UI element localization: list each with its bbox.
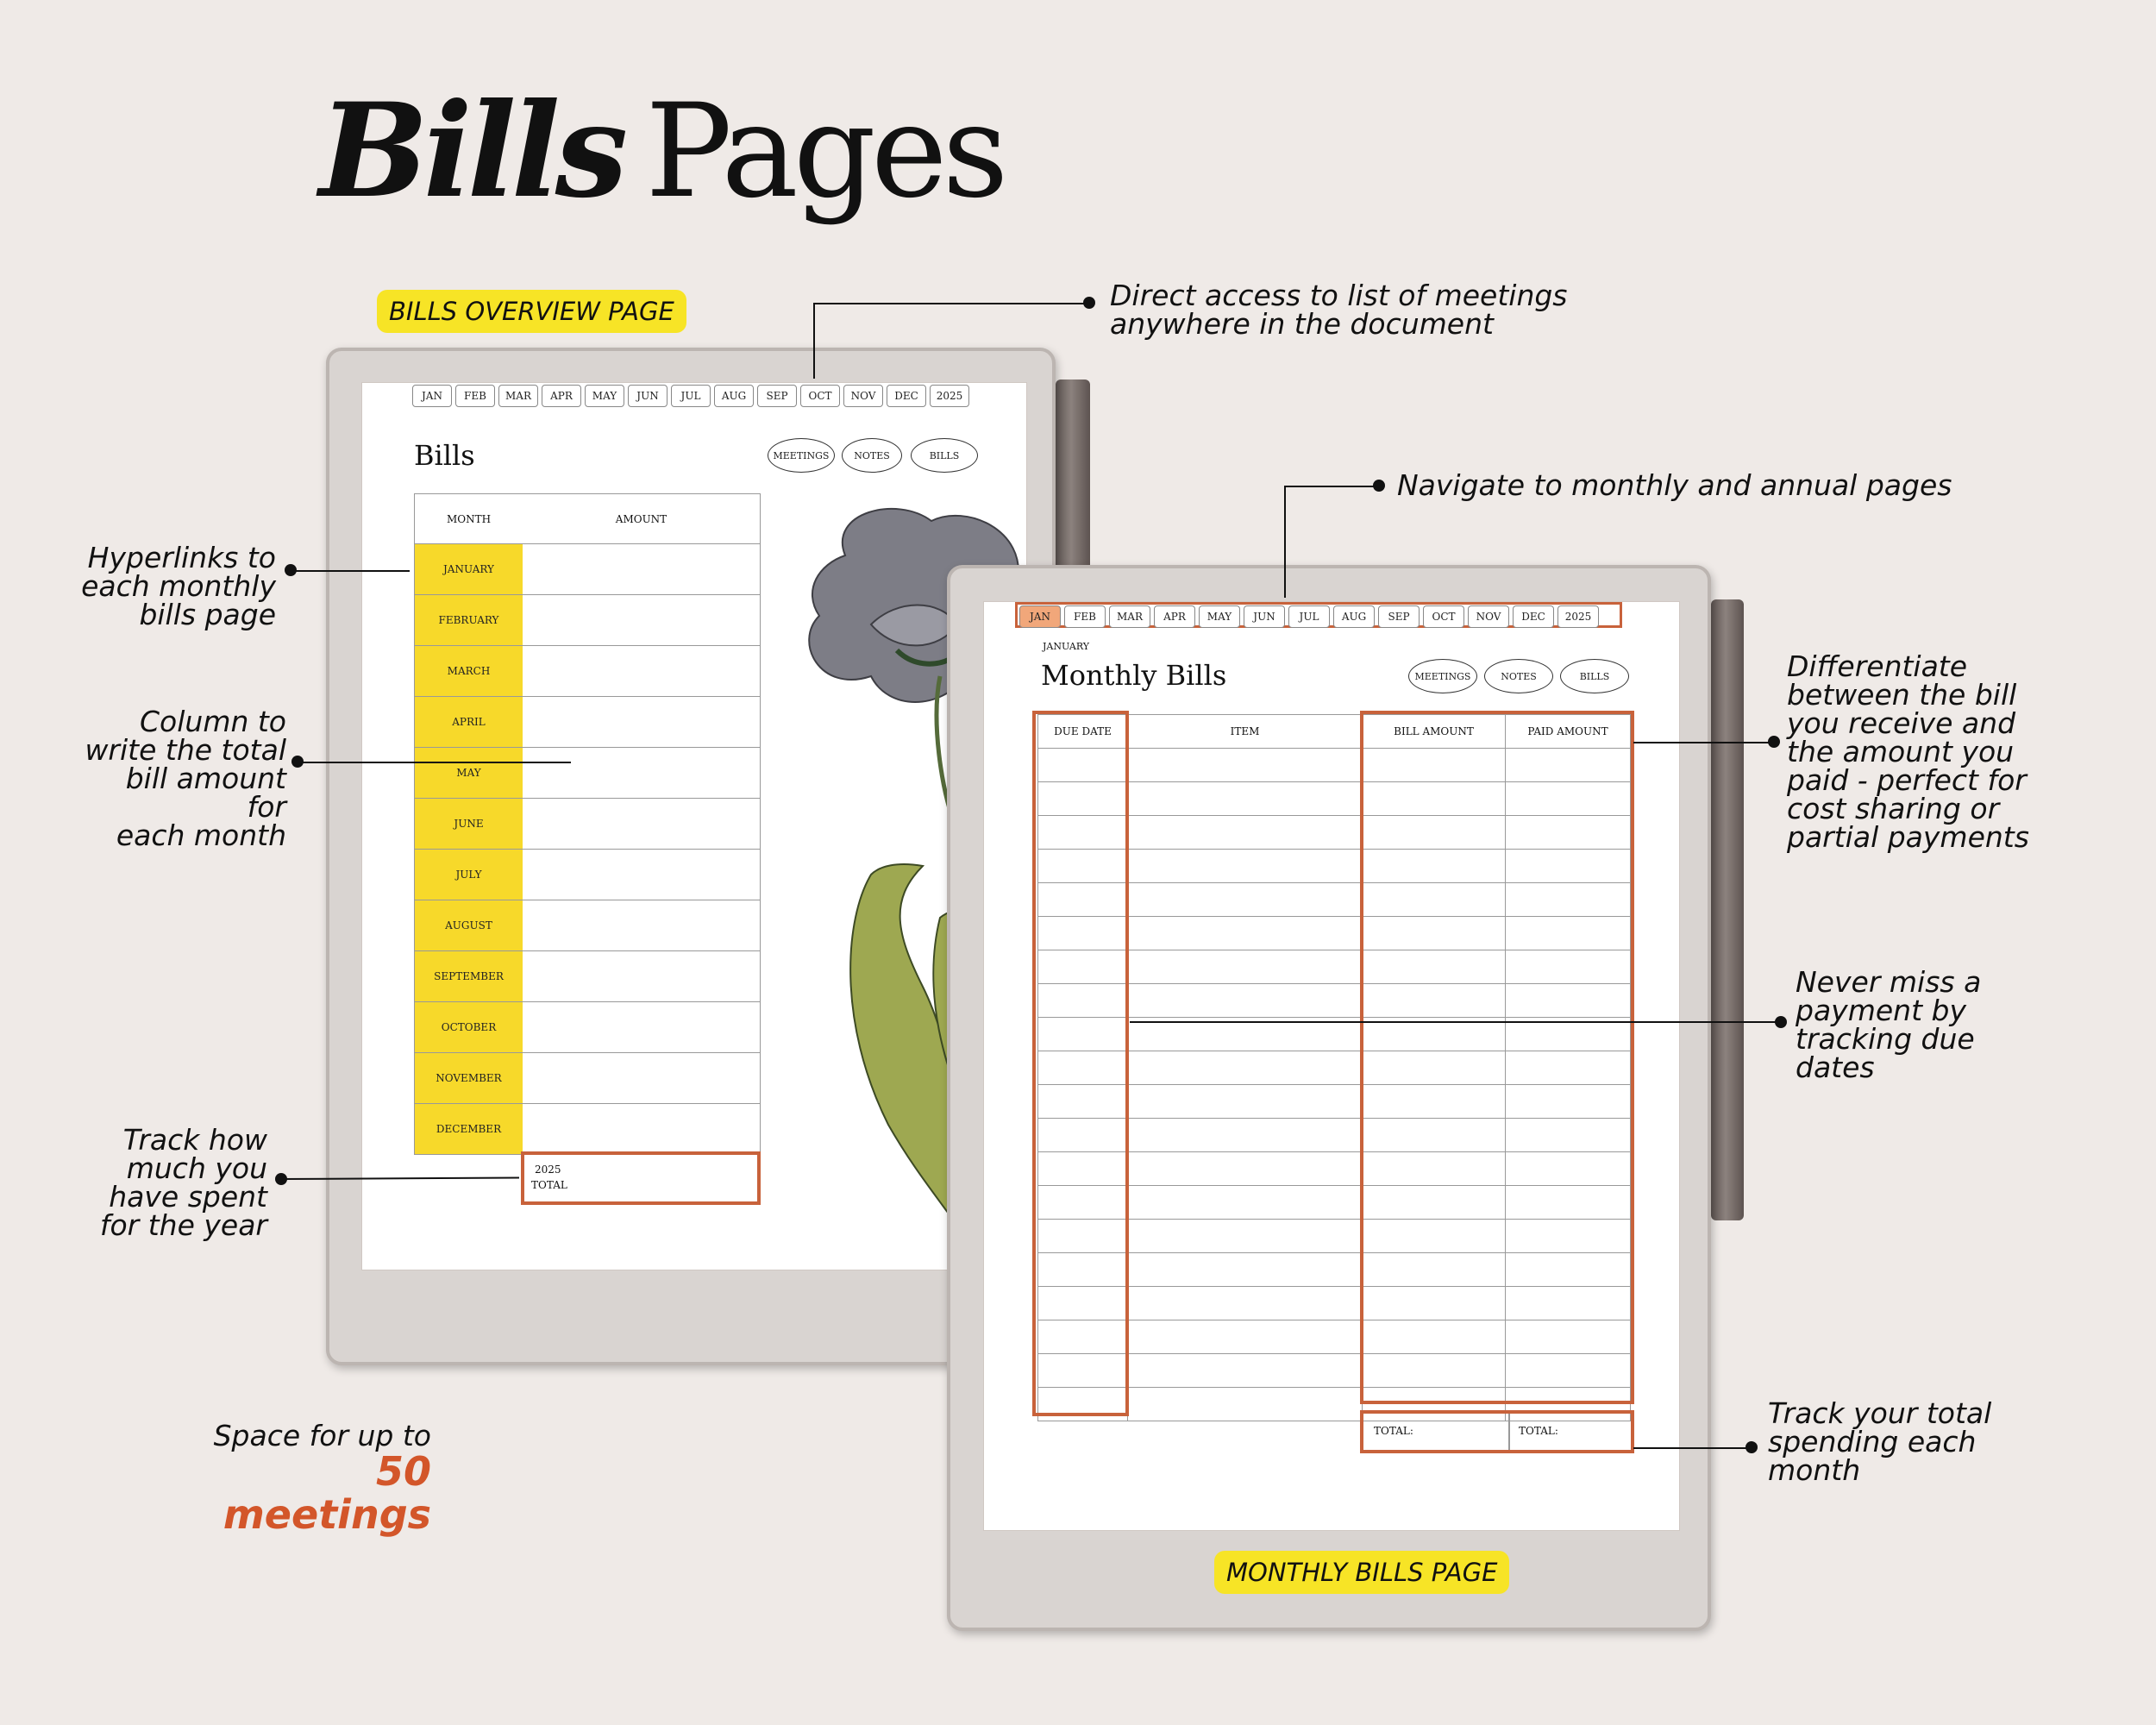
annotation-differentiate (1787, 649, 2071, 854)
overview-tab-feb[interactable]: FEB (455, 385, 495, 407)
monthly-heading: Monthly Bills (1041, 659, 1227, 692)
amounts-highlight (1360, 711, 1634, 1404)
month-amount-cell[interactable] (523, 697, 760, 747)
month-link-april[interactable]: APRIL (415, 697, 523, 747)
month-link-february[interactable]: FEBRUARY (415, 595, 523, 645)
annotation-track-year (78, 1123, 267, 1242)
monthly-tab-jun[interactable]: JUN (1244, 605, 1285, 628)
annotation-line: each month (116, 819, 286, 852)
item-cell[interactable] (1128, 1354, 1363, 1387)
monthly-tab-dec[interactable]: DEC (1513, 605, 1554, 628)
month-amount-cell[interactable] (523, 544, 760, 594)
connector-line (1130, 1021, 1777, 1023)
item-cell[interactable] (1128, 1051, 1363, 1084)
item-cell[interactable] (1128, 749, 1363, 781)
monthly-month-tabs (1019, 605, 1599, 628)
month-link-january[interactable]: JANUARY (415, 544, 523, 594)
stylus-right (1711, 599, 1744, 1220)
annotation-line: the amount you (1787, 735, 2015, 768)
annotation-line: Column to (140, 705, 286, 738)
month-row (415, 1053, 760, 1104)
monthly-tab-may[interactable]: MAY (1199, 605, 1240, 628)
annotation-line: anywhere in the document (1110, 307, 1494, 341)
monthly-tab-sep[interactable]: SEP (1378, 605, 1420, 628)
overview-month-tabs (412, 385, 969, 407)
connector-line (1633, 742, 1771, 743)
month-link-july[interactable]: JULY (415, 850, 523, 900)
month-row (415, 1104, 760, 1155)
nav-meetings-button[interactable]: MEETINGS (768, 438, 835, 473)
month-link-march[interactable]: MARCH (415, 646, 523, 696)
overview-heading: Bills (414, 439, 475, 472)
monthly-tab-oct[interactable]: OCT (1423, 605, 1464, 628)
monthly-nav-meetings-button[interactable]: MEETINGS (1408, 659, 1477, 693)
month-link-june[interactable]: JUNE (415, 799, 523, 849)
annotation-line: spending each (1768, 1425, 1977, 1458)
month-row (415, 900, 760, 951)
annotation-line: Hyperlinks to (87, 541, 276, 574)
item-cell[interactable] (1128, 1152, 1363, 1185)
month-row (415, 951, 760, 1002)
annotation-line: Track how (122, 1123, 267, 1157)
month-amount-cell[interactable] (523, 850, 760, 900)
due-date-highlight (1032, 711, 1129, 1416)
annotation-hyperlinks (78, 543, 276, 629)
annotation-line: paid - perfect for (1787, 763, 2027, 797)
month-link-november[interactable]: NOVEMBER (415, 1053, 523, 1103)
year-total-box[interactable] (521, 1151, 761, 1205)
month-row (415, 544, 760, 595)
overview-tab-apr[interactable]: APR (542, 385, 581, 407)
overview-tab-sep[interactable]: SEP (757, 385, 797, 407)
annotation-column (78, 707, 286, 850)
monthly-tab-jan[interactable]: JAN (1019, 605, 1061, 628)
col-amount-header: AMOUNT (615, 512, 667, 525)
month-row (415, 748, 760, 799)
month-link-may[interactable]: MAY (415, 748, 523, 798)
month-amount-cell[interactable] (523, 1053, 760, 1103)
overview-table (414, 493, 761, 1155)
annotation-line: month (1768, 1453, 1861, 1487)
connector-line (1633, 1447, 1751, 1449)
overview-tab-jun[interactable]: JUN (628, 385, 667, 407)
item-cell[interactable] (1128, 782, 1363, 815)
item-cell[interactable] (1128, 1287, 1363, 1320)
item-cell[interactable] (1128, 984, 1363, 1017)
overview-screen (361, 382, 1027, 1270)
month-row (415, 595, 760, 646)
month-amount-cell[interactable] (523, 1002, 760, 1052)
overview-tab-dec[interactable]: DEC (887, 385, 926, 407)
monthly-month-label: JANUARY (1043, 641, 1090, 652)
annotation-line: dates (1796, 1051, 1875, 1084)
annotation-line: have spent (109, 1180, 267, 1214)
month-amount-cell[interactable] (523, 799, 760, 849)
connector-line (813, 303, 815, 379)
annotation-line: between the bill (1787, 678, 2017, 712)
col-paid-header: PAID AMOUNT (1506, 715, 1631, 748)
monthly-tab-jul[interactable]: JUL (1288, 605, 1330, 628)
month-rows (415, 544, 760, 1155)
month-link-september[interactable]: SEPTEMBER (415, 951, 523, 1001)
connector-line (813, 303, 1089, 304)
annotation-navigate (1397, 468, 1952, 502)
connector-line (291, 570, 410, 572)
nav-bills-button[interactable]: BILLS (911, 438, 978, 473)
item-cell[interactable] (1128, 850, 1363, 882)
item-cell[interactable] (1128, 1085, 1363, 1118)
monthly-tab-feb[interactable]: FEB (1064, 605, 1106, 628)
overview-tab-2025[interactable]: 2025 (930, 385, 969, 407)
annotation-line: cost sharing or (1787, 792, 2000, 825)
monthly-tab-nov[interactable]: NOV (1468, 605, 1509, 628)
item-cell[interactable] (1128, 1253, 1363, 1286)
month-link-december[interactable]: DECEMBER (415, 1104, 523, 1154)
annotation-space (172, 1421, 431, 1536)
month-row (415, 799, 760, 850)
item-cell[interactable] (1128, 1320, 1363, 1353)
connector-line (1284, 486, 1286, 598)
month-amount-cell[interactable] (523, 1104, 760, 1154)
annotation-line: you receive and (1787, 706, 2016, 740)
annotation-line: Direct access to list of meetings (1110, 279, 1568, 312)
annotation-line: Space for up to (213, 1419, 431, 1452)
connector-line (1284, 486, 1379, 487)
annotation-track-total (1768, 1396, 1992, 1487)
monthly-totals-box (1360, 1410, 1634, 1453)
monthly-tabs-frame (1015, 602, 1622, 628)
bills-overview-label: BILLS OVERVIEW PAGE (377, 290, 686, 333)
connector-line (298, 762, 571, 763)
overview-tab-jul[interactable]: JUL (671, 385, 711, 407)
col-item-header: ITEM (1128, 715, 1363, 748)
annotation-line: tracking due (1796, 1022, 1975, 1056)
page-title (319, 75, 1004, 227)
connector-dot (1745, 1441, 1758, 1453)
month-row (415, 646, 760, 697)
totals-divider (1508, 1414, 1510, 1450)
item-cell[interactable] (1128, 816, 1363, 849)
col-month-header: MONTH (446, 512, 492, 525)
month-link-october[interactable]: OCTOBER (415, 1002, 523, 1052)
overview-tab-aug[interactable]: AUG (714, 385, 754, 407)
annotation-line: Differentiate (1787, 649, 1968, 683)
item-cell[interactable] (1128, 1220, 1363, 1252)
monthly-nav-bills-button[interactable]: BILLS (1560, 659, 1629, 693)
month-amount-cell[interactable] (523, 951, 760, 1001)
total-year: 2025 (535, 1164, 561, 1176)
annotation-line: for the year (99, 1208, 267, 1242)
overview-tab-mar[interactable]: MAR (498, 385, 538, 407)
monthly-nav-notes-button[interactable]: NOTES (1484, 659, 1553, 693)
annotation-never-miss (1796, 965, 1994, 1084)
connector-dot (1768, 736, 1780, 748)
annotation-line: each monthly (81, 569, 276, 603)
item-cell[interactable] (1128, 1186, 1363, 1219)
item-cell[interactable] (1128, 950, 1363, 983)
monthly-bills-label: MONTHLY BILLS PAGE (1214, 1551, 1509, 1594)
connector-dot (1373, 480, 1385, 492)
month-row (415, 697, 760, 748)
monthly-tab-mar[interactable]: MAR (1109, 605, 1150, 628)
connector-dot (1775, 1016, 1787, 1028)
monthly-tab-apr[interactable]: APR (1154, 605, 1195, 628)
month-amount-cell[interactable] (523, 748, 760, 798)
month-amount-cell[interactable] (523, 595, 760, 645)
nav-notes-button[interactable]: NOTES (842, 438, 902, 473)
item-cell[interactable] (1128, 917, 1363, 950)
col-bill-header: BILL AMOUNT (1363, 715, 1506, 748)
annotation-line: Navigate to monthly and annual pages (1397, 468, 1952, 502)
meetings-count: 50 meetings (222, 1448, 431, 1538)
month-amount-cell[interactable] (523, 900, 760, 950)
item-cell[interactable] (1128, 1119, 1363, 1151)
month-row (415, 850, 760, 900)
annotation-line: partial payments (1787, 820, 2029, 854)
title-bold: Bills (319, 75, 624, 227)
tablet-monthly (947, 565, 1711, 1631)
paid-total[interactable]: TOTAL: (1519, 1425, 1558, 1437)
monthly-tab-2025[interactable]: 2025 (1557, 605, 1599, 628)
annotation-line: much you (126, 1151, 267, 1185)
annotation-line: bills page (139, 598, 276, 631)
item-cell[interactable] (1128, 883, 1363, 916)
bill-total[interactable]: TOTAL: (1374, 1425, 1413, 1437)
title-rest: Pages (645, 77, 1004, 227)
annotation-line: write the total (85, 733, 286, 767)
overview-tab-jan[interactable]: JAN (412, 385, 452, 407)
annotation-direct-access (1110, 279, 1568, 341)
annotation-line: bill amount for (125, 762, 286, 824)
annotation-line: Never miss a (1796, 965, 1982, 999)
total-label: TOTAL (531, 1179, 567, 1191)
overview-tab-nov[interactable]: NOV (843, 385, 883, 407)
month-amount-cell[interactable] (523, 646, 760, 696)
annotation-line: Track your total (1768, 1396, 1992, 1430)
overview-tab-oct[interactable]: OCT (800, 385, 840, 407)
monthly-tab-aug[interactable]: AUG (1333, 605, 1375, 628)
monthly-screen (983, 601, 1680, 1531)
col-due-header: DUE DATE (1038, 715, 1128, 748)
stylus-left (1056, 380, 1090, 595)
overview-tab-may[interactable]: MAY (585, 385, 624, 407)
connector-dot (1083, 297, 1095, 309)
annotation-line: payment by (1796, 994, 1966, 1027)
month-link-august[interactable]: AUGUST (415, 900, 523, 950)
item-cell[interactable] (1128, 1388, 1363, 1421)
overview-table-header (415, 494, 760, 544)
month-row (415, 1002, 760, 1053)
